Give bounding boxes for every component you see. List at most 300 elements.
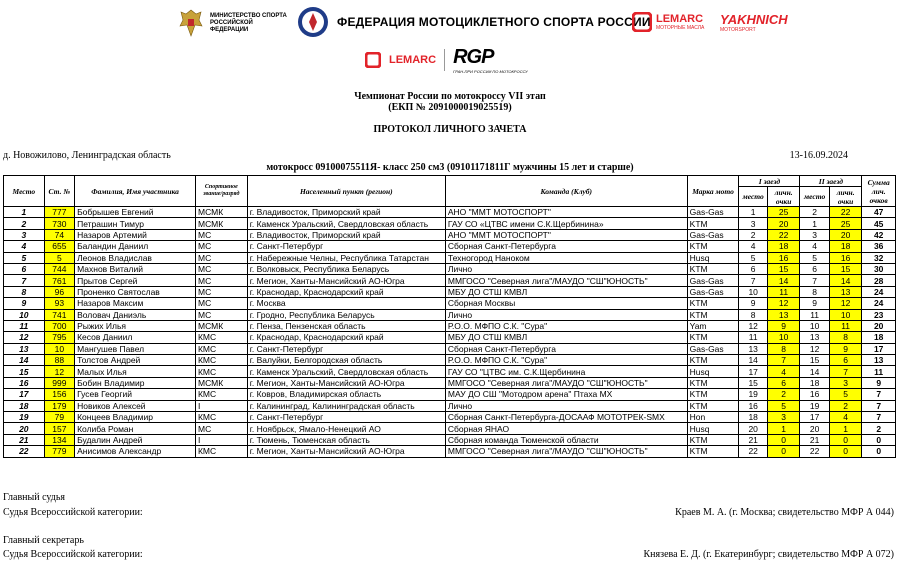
row-team: ММГОСО "Северная лига"/МАУДО "СШ"ЮНОСТЬ" — [445, 446, 687, 457]
header-race2-points: личн. очки — [829, 187, 862, 207]
row-race2-points: 6 — [829, 355, 862, 366]
row-race1-place: 14 — [739, 355, 767, 366]
row-race1-place: 15 — [739, 377, 767, 388]
row-city: г. Санкт-Петербург — [247, 343, 445, 354]
row-place: 2 — [4, 218, 45, 229]
row-race1-points: 10 — [767, 332, 800, 343]
row-team: Сборная Санкт-Петербурга — [445, 241, 687, 252]
row-race2-points: 10 — [829, 309, 862, 320]
sponsor1-sub: МОТОРНЫЕ МАСЛА — [656, 24, 705, 31]
row-race2-place: 12 — [800, 343, 829, 354]
row-moto: KTM — [687, 309, 739, 320]
row-team: Р.О.О. МФПО С.К. "Сура" — [445, 355, 687, 366]
row-race1-place: 1 — [739, 207, 767, 218]
row-race2-place: 7 — [800, 275, 829, 286]
table-row — [4, 207, 896, 218]
row-race1-place: 18 — [739, 412, 767, 423]
logo-bar — [0, 0, 900, 80]
row-race2-place: 19 — [800, 400, 829, 411]
row-city: г. Волковыск, Республика Беларусь — [247, 263, 445, 274]
row-race1-place: 22 — [739, 446, 767, 457]
row-race2-place: 6 — [800, 263, 829, 274]
row-total: 0 — [862, 434, 896, 445]
row-race2-place: 10 — [800, 320, 829, 331]
event-dates: 13-16.09.2024 — [789, 150, 848, 161]
row-name: Петрашин Тимур — [75, 218, 196, 229]
table-row — [4, 412, 896, 423]
row-name: Будалин Андрей — [75, 434, 196, 445]
table-row — [4, 332, 896, 343]
row-place: 4 — [4, 241, 45, 252]
row-race1-place: 10 — [739, 286, 767, 297]
results-body — [4, 207, 896, 458]
row-city: г. Санкт-Петербург — [247, 412, 445, 423]
row-rank: КМС — [195, 355, 247, 366]
row-race1-points: 0 — [767, 446, 800, 457]
row-race2-points: 3 — [829, 377, 862, 388]
row-number: 134 — [44, 434, 74, 445]
row-team: Сборная Санкт-Петербурга — [445, 343, 687, 354]
row-rank: МС — [195, 229, 247, 240]
header-team: Команда (Клуб) — [445, 176, 687, 207]
row-race1-points: 20 — [767, 218, 800, 229]
row-place: 14 — [4, 355, 45, 366]
row-place: 1 — [4, 207, 45, 218]
table-row — [4, 275, 896, 286]
lemarc-mid-mark-icon — [365, 52, 381, 68]
row-city: г. Краснодар, Краснодарский край — [247, 286, 445, 297]
row-race1-place: 21 — [739, 434, 767, 445]
row-total: 23 — [862, 309, 896, 320]
row-moto: KTM — [687, 298, 739, 309]
row-race1-place: 20 — [739, 423, 767, 434]
row-city: г. Мегион, Ханты-Мансийский АО-Югра — [247, 377, 445, 388]
chief-judge-category: Судья Всероссийской категории: — [3, 507, 143, 518]
row-total: 17 — [862, 343, 896, 354]
row-number: 700 — [44, 320, 74, 331]
row-total: 13 — [862, 355, 896, 366]
row-rank: МС — [195, 252, 247, 263]
table-row — [4, 343, 896, 354]
row-race1-points: 11 — [767, 286, 800, 297]
header-race1: I заезд — [739, 176, 800, 187]
row-race2-points: 8 — [829, 332, 862, 343]
row-city: г. Мегион, Ханты-Мансийский АО-Югра — [247, 446, 445, 457]
row-rank: МСМК — [195, 218, 247, 229]
row-place: 19 — [4, 412, 45, 423]
row-moto: KTM — [687, 218, 739, 229]
row-city: г. Пенза, Пензенская область — [247, 320, 445, 331]
row-place: 7 — [4, 275, 45, 286]
row-race2-place: 9 — [800, 298, 829, 309]
row-moto: KTM — [687, 434, 739, 445]
table-row — [4, 446, 896, 457]
row-race1-points: 7 — [767, 355, 800, 366]
row-rank: МС — [195, 423, 247, 434]
row-race1-points: 3 — [767, 412, 800, 423]
row-race1-points: 13 — [767, 309, 800, 320]
row-race2-place: 11 — [800, 309, 829, 320]
row-rank: КМС — [195, 332, 247, 343]
row-total: 32 — [862, 252, 896, 263]
row-race2-points: 7 — [829, 366, 862, 377]
row-team: Лично — [445, 263, 687, 274]
row-name: Новиков Алексей — [75, 400, 196, 411]
row-name: Прытов Сергей — [75, 275, 196, 286]
row-place: 3 — [4, 229, 45, 240]
row-city: г. Краснодар, Краснодарский край — [247, 332, 445, 343]
row-team: АНО "ММТ МОТОСПОРТ" — [445, 229, 687, 240]
row-team: Сборная Москвы — [445, 298, 687, 309]
row-race2-place: 2 — [800, 207, 829, 218]
row-race2-place: 13 — [800, 332, 829, 343]
row-race2-place: 21 — [800, 434, 829, 445]
mid-logo-rgp-sub: ГРАН-ПРИ РОССИИ ПО МОТОКРОССУ — [453, 69, 528, 74]
row-rank: I — [195, 400, 247, 411]
federation-name: ФЕДЕРАЦИЯ МОТОЦИКЛЕТНОГО СПОРТА РОССИИ — [337, 15, 651, 29]
row-team: Лично — [445, 400, 687, 411]
row-total: 0 — [862, 446, 896, 457]
table-row — [4, 423, 896, 434]
row-race1-place: 13 — [739, 343, 767, 354]
row-race1-points: 14 — [767, 275, 800, 286]
row-city: г. Владивосток, Приморский край — [247, 207, 445, 218]
row-total: 30 — [862, 263, 896, 274]
row-number: 795 — [44, 332, 74, 343]
row-number: 10 — [44, 343, 74, 354]
row-race2-points: 25 — [829, 218, 862, 229]
row-race1-points: 1 — [767, 423, 800, 434]
row-name: Воловач Даниэль — [75, 309, 196, 320]
table-row — [4, 252, 896, 263]
row-number: 655 — [44, 241, 74, 252]
chief-judge-title: Главный судья — [3, 492, 66, 503]
row-place: 12 — [4, 332, 45, 343]
sponsor2-name: YAKHNICH — [720, 12, 788, 27]
row-place: 15 — [4, 366, 45, 377]
header-rank: Спортивное звание/разряд — [195, 176, 247, 207]
row-team: Сборная ЯНАО — [445, 423, 687, 434]
row-name: Малых Илья — [75, 366, 196, 377]
row-name: Рыжих Илья — [75, 320, 196, 331]
row-race1-place: 17 — [739, 366, 767, 377]
row-city: г. Набережные Челны, Республика Татарстан — [247, 252, 445, 263]
row-city: г. Гродно, Республика Беларусь — [247, 309, 445, 320]
row-total: 7 — [862, 389, 896, 400]
row-city: г. Мегион, Ханты-Мансийский АО-Югра — [247, 275, 445, 286]
row-name: Анисимов Александр — [75, 446, 196, 457]
row-team: ГАУ СО «ЦТВС имени С.К.Щербинина» — [445, 218, 687, 229]
row-race1-points: 25 — [767, 207, 800, 218]
row-team: МАУ ДО СШ "Мотодром арена" Птаха МХ — [445, 389, 687, 400]
row-rank: КМС — [195, 366, 247, 377]
row-team: Техногород Наноком — [445, 252, 687, 263]
header-race2: II заезд — [800, 176, 862, 187]
row-team: Лично — [445, 309, 687, 320]
row-place: 13 — [4, 343, 45, 354]
header-race1-points: личн. очки — [767, 187, 800, 207]
lemarc-logo-top — [632, 12, 704, 32]
mid-logo-rgp: RGP — [453, 46, 494, 68]
table-row — [4, 298, 896, 309]
table-row — [4, 400, 896, 411]
row-race1-points: 22 — [767, 229, 800, 240]
row-name: Мангушев Павел — [75, 343, 196, 354]
row-moto: KTM — [687, 355, 739, 366]
row-name: Назаров Артемий — [75, 229, 196, 240]
row-place: 11 — [4, 320, 45, 331]
row-place: 22 — [4, 446, 45, 457]
header-city: Населенный пункт (регион) — [247, 176, 445, 207]
results-table — [3, 175, 896, 458]
row-place: 17 — [4, 389, 45, 400]
chief-secretary-name: Князева Е. Д. (г. Екатеринбург; свидетельство МФР А 072) — [643, 549, 894, 560]
row-race2-place: 4 — [800, 241, 829, 252]
row-total: 28 — [862, 275, 896, 286]
row-place: 16 — [4, 377, 45, 388]
row-total: 9 — [862, 377, 896, 388]
table-row — [4, 241, 896, 252]
row-place: 10 — [4, 309, 45, 320]
row-place: 5 — [4, 252, 45, 263]
class-description: мотокросс 09100075511Я- класс 250 см3 (09101171811Г мужчины 15 лет и старше) — [266, 162, 634, 173]
row-moto: Gas-Gas — [687, 229, 739, 240]
protocol-title: ПРОТОКОЛ ЛИЧНОГО ЗАЧЕТА — [373, 124, 527, 135]
row-city: г. Каменск Уральский, Свердловская область — [247, 218, 445, 229]
row-place: 9 — [4, 298, 45, 309]
row-city: г. Владивосток, Приморский край — [247, 229, 445, 240]
row-race1-place: 7 — [739, 275, 767, 286]
row-name: Бобрышев Евгений — [75, 207, 196, 218]
row-race1-points: 8 — [767, 343, 800, 354]
row-race1-points: 4 — [767, 366, 800, 377]
row-race1-place: 6 — [739, 263, 767, 274]
row-city: г. Москва — [247, 298, 445, 309]
row-race1-points: 16 — [767, 252, 800, 263]
row-race1-place: 9 — [739, 298, 767, 309]
row-number: 96 — [44, 286, 74, 297]
row-race1-place: 3 — [739, 218, 767, 229]
table-row — [4, 263, 896, 274]
row-team: Р.О.О. МФПО С.К. "Сура" — [445, 320, 687, 331]
row-team: МБУ ДО СТШ КМВЛ — [445, 332, 687, 343]
row-city: г. Санкт-Петербург — [247, 241, 445, 252]
table-row — [4, 320, 896, 331]
chief-judge-name: Краев М. А. (г. Москва; свидетельство МФР А 044) — [675, 507, 894, 518]
row-rank: КМС — [195, 343, 247, 354]
row-moto: KTM — [687, 400, 739, 411]
row-rank: КМС — [195, 446, 247, 457]
row-race1-place: 5 — [739, 252, 767, 263]
row-place: 6 — [4, 263, 45, 274]
row-place: 18 — [4, 400, 45, 411]
row-total: 36 — [862, 241, 896, 252]
row-moto: Gas-Gas — [687, 343, 739, 354]
row-race1-points: 0 — [767, 434, 800, 445]
header-total: Сумма лич. очков — [862, 176, 896, 207]
row-team: МБУ ДО СТШ КМВЛ — [445, 286, 687, 297]
row-race1-points: 9 — [767, 320, 800, 331]
row-number: 5 — [44, 252, 74, 263]
row-moto: KTM — [687, 241, 739, 252]
row-race2-place: 14 — [800, 366, 829, 377]
row-team: ММГОСО "Северная лига"/МАУДО "СШ"ЮНОСТЬ" — [445, 377, 687, 388]
row-race2-points: 2 — [829, 400, 862, 411]
row-moto: Hon — [687, 412, 739, 423]
row-number: 730 — [44, 218, 74, 229]
row-race2-points: 13 — [829, 286, 862, 297]
row-race2-place: 18 — [800, 377, 829, 388]
row-number: 157 — [44, 423, 74, 434]
row-race1-place: 2 — [739, 229, 767, 240]
row-rank: МС — [195, 286, 247, 297]
row-total: 42 — [862, 229, 896, 240]
row-number: 179 — [44, 400, 74, 411]
row-name: Баландин Даниил — [75, 241, 196, 252]
row-race1-place: 4 — [739, 241, 767, 252]
header-race2-place: место — [800, 187, 829, 207]
row-race1-place: 19 — [739, 389, 767, 400]
row-race1-place: 8 — [739, 309, 767, 320]
row-city: г. Валуйки, Белгородская область — [247, 355, 445, 366]
row-race2-points: 9 — [829, 343, 862, 354]
row-number: 761 — [44, 275, 74, 286]
chief-secretary-category: Судья Всероссийской категории: — [3, 549, 143, 560]
row-name: Толстов Андрей — [75, 355, 196, 366]
row-race2-points: 11 — [829, 320, 862, 331]
row-moto: Husq — [687, 423, 739, 434]
table-row — [4, 229, 896, 240]
row-name: Гусев Георгий — [75, 389, 196, 400]
row-race2-place: 22 — [800, 446, 829, 457]
row-number: 779 — [44, 446, 74, 457]
row-race1-points: 2 — [767, 389, 800, 400]
mid-logos — [365, 46, 528, 74]
row-total: 20 — [862, 320, 896, 331]
row-race2-points: 0 — [829, 446, 862, 457]
table-row — [4, 434, 896, 445]
logo-divider — [444, 49, 445, 71]
row-team: ММГОСО "Северная лига"/МАУДО "СШ"ЮНОСТЬ" — [445, 275, 687, 286]
row-name: Назаров Максим — [75, 298, 196, 309]
row-number: 741 — [44, 309, 74, 320]
row-moto: Gas-Gas — [687, 207, 739, 218]
row-place: 20 — [4, 423, 45, 434]
chief-secretary-title: Главный секретарь — [3, 535, 84, 546]
table-row — [4, 309, 896, 320]
row-number: 88 — [44, 355, 74, 366]
row-number: 79 — [44, 412, 74, 423]
row-race2-points: 4 — [829, 412, 862, 423]
row-race2-place: 8 — [800, 286, 829, 297]
row-name: Концеев Владимир — [75, 412, 196, 423]
row-race2-points: 0 — [829, 434, 862, 445]
sponsor2-sub: MOTORSPORT — [720, 27, 756, 33]
table-row — [4, 286, 896, 297]
row-race1-points: 15 — [767, 263, 800, 274]
row-moto: Husq — [687, 366, 739, 377]
row-race2-place: 17 — [800, 412, 829, 423]
ministry-logo-text: МИНИСТЕРСТВО СПОРТА РОССИЙСКОЙ ФЕДЕРАЦИИ — [210, 12, 287, 33]
row-rank: МСМК — [195, 320, 247, 331]
row-race1-place: 12 — [739, 320, 767, 331]
sponsor1-name: LEMARC — [656, 12, 704, 25]
federation-emblem-icon — [297, 6, 329, 38]
federation-logo — [297, 6, 651, 38]
row-race2-points: 1 — [829, 423, 862, 434]
row-number: 156 — [44, 389, 74, 400]
row-moto: KTM — [687, 446, 739, 457]
header-moto: Марка мото — [687, 176, 739, 207]
row-number: 74 — [44, 229, 74, 240]
row-city: г. Ноябрьск, Ямало-Ненецкий АО — [247, 423, 445, 434]
row-city: г. Тюмень, Тюменская область — [247, 434, 445, 445]
row-rank: МС — [195, 309, 247, 320]
row-total: 11 — [862, 366, 896, 377]
row-rank: I — [195, 434, 247, 445]
row-rank: МСМК — [195, 377, 247, 388]
yakhnich-logo — [720, 12, 788, 33]
row-race2-place: 16 — [800, 389, 829, 400]
row-team: Сборная Санкт-Петербурга-ДОСААФ МОТОТРЕК-SMX — [445, 412, 687, 423]
row-race2-points: 5 — [829, 389, 862, 400]
row-race2-points: 16 — [829, 252, 862, 263]
row-race1-points: 18 — [767, 241, 800, 252]
row-race2-place: 20 — [800, 423, 829, 434]
row-number: 999 — [44, 377, 74, 388]
row-number: 93 — [44, 298, 74, 309]
row-moto: KTM — [687, 389, 739, 400]
lemarc-mark-icon — [632, 12, 652, 32]
table-row — [4, 377, 896, 388]
row-city: г. Ковров, Владимирская область — [247, 389, 445, 400]
row-rank: КМС — [195, 412, 247, 423]
event-location: д. Новожилово, Ленинградская область — [3, 150, 171, 161]
row-race1-points: 6 — [767, 377, 800, 388]
row-race2-points: 18 — [829, 241, 862, 252]
row-place: 8 — [4, 286, 45, 297]
row-moto: KTM — [687, 263, 739, 274]
row-team: Сборная команда Тюменской области — [445, 434, 687, 445]
row-race2-points: 14 — [829, 275, 862, 286]
row-name: Кесов Даниил — [75, 332, 196, 343]
row-moto: Husq — [687, 252, 739, 263]
row-race2-points: 12 — [829, 298, 862, 309]
row-moto: Gas-Gas — [687, 275, 739, 286]
row-total: 7 — [862, 400, 896, 411]
row-race2-place: 3 — [800, 229, 829, 240]
mid-logo-lemarc: LEMARC — [389, 53, 437, 66]
table-row — [4, 355, 896, 366]
row-total: 2 — [862, 423, 896, 434]
row-number: 744 — [44, 263, 74, 274]
row-rank: МС — [195, 263, 247, 274]
table-row — [4, 389, 896, 400]
row-rank: КМС — [195, 389, 247, 400]
row-total: 7 — [862, 412, 896, 423]
row-total: 18 — [862, 332, 896, 343]
row-rank: МС — [195, 298, 247, 309]
header-number: Ст. № — [44, 176, 74, 207]
row-rank: МС — [195, 241, 247, 252]
row-rank: МС — [195, 275, 247, 286]
row-moto: Gas-Gas — [687, 286, 739, 297]
row-race2-place: 15 — [800, 355, 829, 366]
header-race1-place: место — [739, 187, 767, 207]
table-row — [4, 218, 896, 229]
row-race1-place: 16 — [739, 400, 767, 411]
row-moto: KTM — [687, 332, 739, 343]
